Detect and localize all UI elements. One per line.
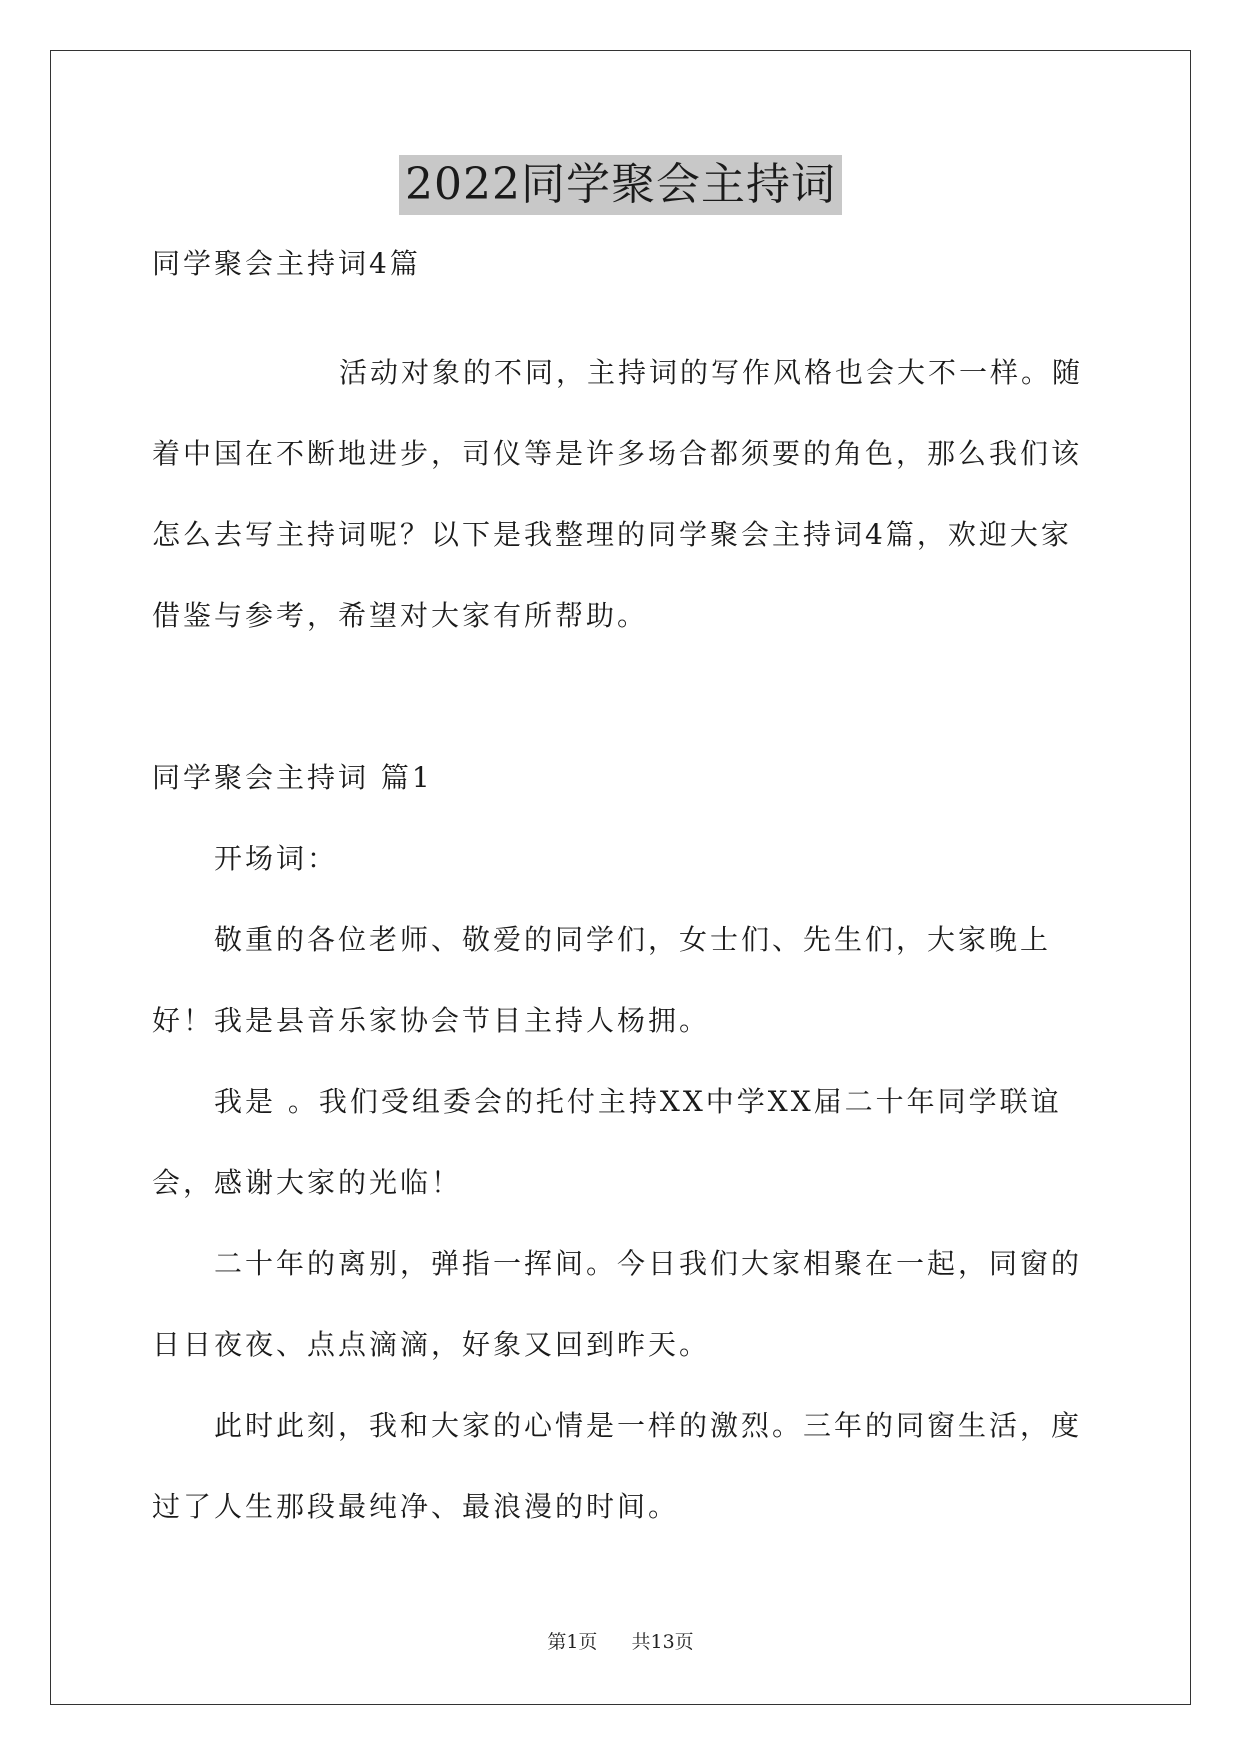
intro-paragraph: 活动对象的不同，主持词的写作风格也会大不一样。随着中国在不断地进步，司仪等是许多场合都须要的角色，那么我们该怎么去写主持词呢？以下是我整理的同学聚会主持词4篇，欢迎大家借鉴与参考，希望对大家有所帮助。 — [152, 356, 1084, 632]
page-total: 共13页 — [631, 1631, 694, 1653]
paragraph: 敬重的各位老师、敬爱的同学们，女士们、先生们，大家晚上好！我是县音乐家协会节目主持人杨拥。 — [152, 923, 1052, 1037]
paragraph: 开场词： — [214, 842, 339, 875]
paragraph: 我是 。我们受组委会的托付主持XX中学XX届二十年同学联谊会，感谢大家的光临！ — [152, 1085, 1062, 1199]
paragraph: 此时此刻，我和大家的心情是一样的激烈。三年的同窗生活，度过了人生那段最纯净、最浪漫的时间。 — [152, 1409, 1083, 1523]
section-heading: 同学聚会主持词 篇1 — [152, 761, 433, 794]
page-footer — [0, 1627, 1241, 1654]
section-body — [152, 818, 1092, 1547]
title-container — [0, 155, 1241, 215]
document-title: 2022同学聚会主持词 — [399, 155, 842, 215]
page-number: 第1页 — [547, 1631, 598, 1653]
paragraph: 二十年的离别，弹指一挥间。今日我们大家相聚在一起，同窗的日日夜夜、点点滴滴，好象又回到昨天。 — [152, 1247, 1083, 1361]
document-subtitle: 同学聚会主持词4篇 — [152, 247, 421, 280]
